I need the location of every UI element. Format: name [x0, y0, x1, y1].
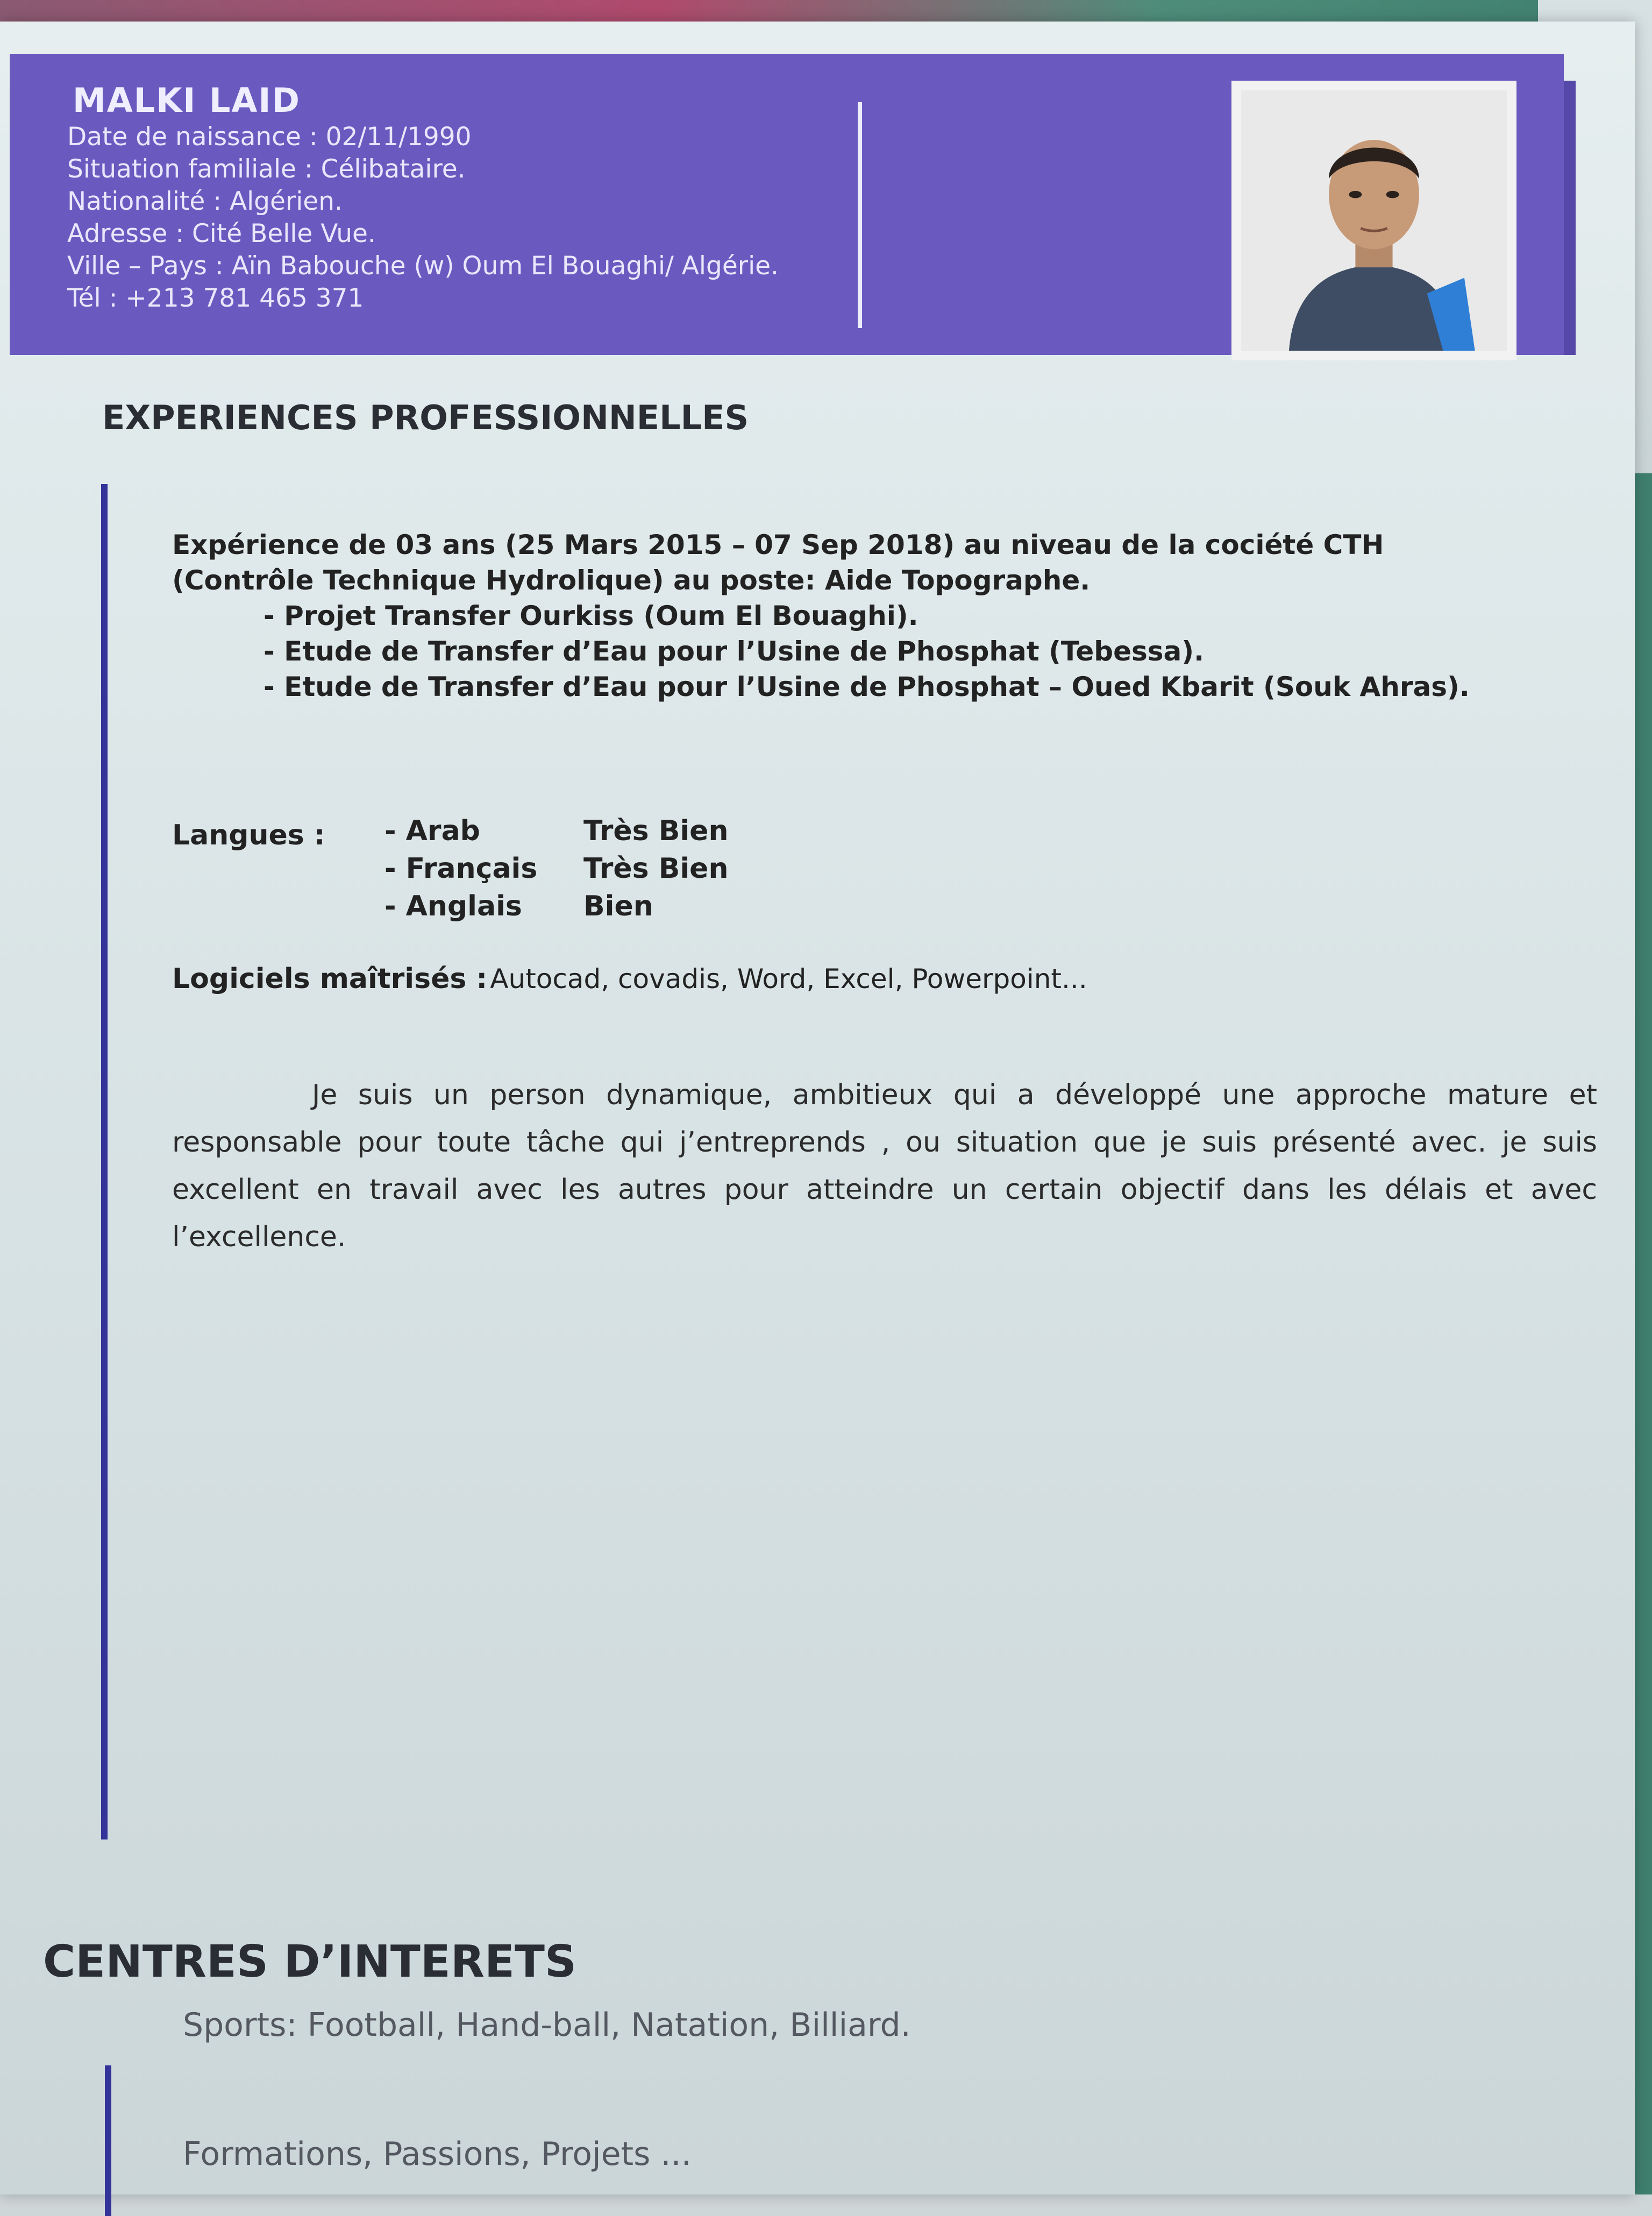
- language-row: [384, 815, 728, 853]
- personal-details: [67, 121, 885, 315]
- language-name: - Arab: [384, 815, 480, 847]
- language-name: - Français: [384, 853, 538, 885]
- experience-summary-line-1: Expérience de 03 ans (25 Mars 2015 – 07 Sep 2018) au niveau de la cociété CTH: [172, 529, 1384, 560]
- software-section: [172, 963, 1087, 995]
- languages-label: Langues :: [172, 819, 325, 851]
- profile-photo: [1231, 81, 1516, 360]
- phone: Tél : +213 781 465 371: [67, 283, 364, 313]
- interests-sports: Sports: Football, Hand-ball, Natation, Billiard.: [183, 2006, 911, 2044]
- portrait-image: [1241, 90, 1507, 351]
- address: Adresse : Cité Belle Vue.: [67, 219, 376, 248]
- experience-block: [172, 527, 1470, 705]
- city-country: Ville – Pays : Aïn Babouche (w) Oum El Bouaghi/ Algérie.: [67, 251, 779, 281]
- project-item: - Projet Transfer Ourkiss (Oum El Bouaghi).: [264, 600, 918, 631]
- language-level: Très Bien: [583, 853, 729, 885]
- project-item: - Etude de Transfer d’Eau pour l’Usine de Phosphat (Tebessa).: [264, 636, 1205, 667]
- language-name: - Anglais: [384, 890, 522, 922]
- interests-other: Formations, Passions, Projets ...: [183, 2135, 692, 2173]
- cv-page: [0, 22, 1635, 2194]
- language-row: [384, 890, 653, 928]
- software-list: Autocad, covadis, Word, Excel, Powerpoint...: [490, 963, 1087, 995]
- candidate-name: MALKI LAID: [73, 81, 301, 120]
- experience-title: EXPERIENCES PROFESSIONNELLES: [102, 398, 749, 437]
- interests-title: CENTRES D’INTERETS: [43, 1936, 576, 1987]
- nationality: Nationalité : Algérien.: [67, 187, 343, 216]
- language-level: Bien: [583, 890, 653, 922]
- experience-summary-line-2: (Contrôle Technique Hydrolique) au poste: Aide Topographe.: [172, 565, 1091, 596]
- interests-accent-bar: [105, 2065, 111, 2216]
- header-divider: [858, 102, 862, 328]
- project-item: - Etude de Transfer d’Eau pour l’Usine de Phosphat – Oued Kbarit (Souk Ahras).: [264, 671, 1470, 702]
- project-list: [172, 598, 1470, 705]
- language-level: Très Bien: [583, 815, 729, 847]
- section-accent-bar: [101, 484, 108, 1839]
- birth-date: Date de naissance : 02/11/1990: [67, 122, 472, 152]
- marital-status: Situation familiale : Célibataire.: [67, 154, 466, 184]
- language-row: [384, 853, 728, 890]
- software-label: Logiciels maîtrisés :: [172, 963, 488, 995]
- profile-summary: Je suis un person dynamique, ambitieux qui a développé une approche mature et responsable pour toute tâche qui j’entreprends , ou situation que je suis présenté avec. je suis excellent en travail avec les autres pour atteindre un certain objectif dans les délais et avec l’excellence.: [172, 1079, 1597, 1253]
